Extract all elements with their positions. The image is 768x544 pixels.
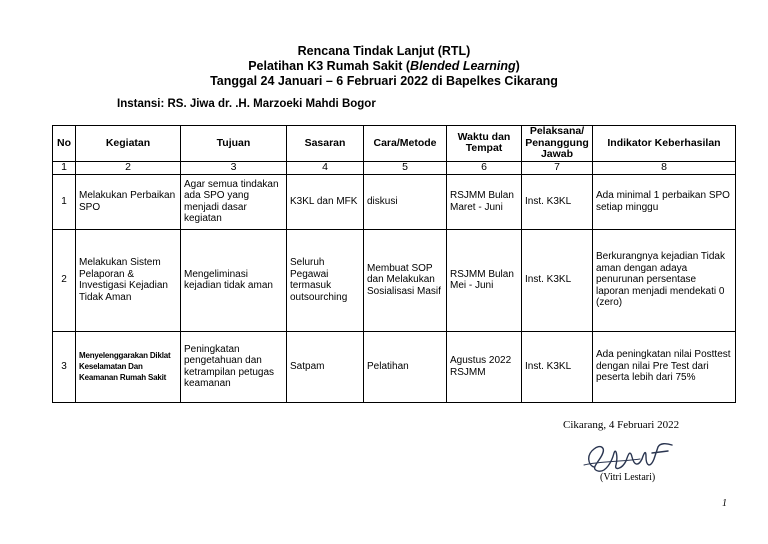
header-cell: Sasaran xyxy=(287,126,364,162)
indikator-cell: Berkurangnya kejadian Tidak aman dengan adaya penurunan persentase laporan menjadi mendekati 0 (zero) xyxy=(593,229,736,331)
kegiatan-cell: Melakukan Sistem Pelaporan & Investigasi Kejadian Tidak Aman xyxy=(76,229,181,331)
pelaksana-cell: Inst. K3KL xyxy=(522,331,593,402)
sasaran-cell: K3KL dan MFK xyxy=(287,174,364,229)
table-row xyxy=(53,331,736,402)
header-cell: Pelaksana/ Penanggung Jawab xyxy=(522,126,593,162)
header-cell: Cara/Metode xyxy=(364,126,447,162)
column-number: 6 xyxy=(447,161,522,174)
pelaksana-cell: Inst. K3KL xyxy=(522,174,593,229)
metode-cell: Membuat SOP dan Melakukan Sosialisasi Masif xyxy=(364,229,447,331)
pelaksana-cell: Inst. K3KL xyxy=(522,229,593,331)
row-number: 2 xyxy=(53,229,76,331)
header-cell: Tujuan xyxy=(181,126,287,162)
document-subtitle xyxy=(0,58,768,74)
table-row xyxy=(53,174,736,229)
column-number: 5 xyxy=(364,161,447,174)
column-number: 4 xyxy=(287,161,364,174)
indikator-cell: Ada minimal 1 perbaikan SPO setiap minggu xyxy=(593,174,736,229)
column-number: 1 xyxy=(53,161,76,174)
waktu-cell: RSJMM Bulan Mei - Juni xyxy=(447,229,522,331)
signer-name: (Vitri Lestari) xyxy=(600,472,656,483)
document-title: Rencana Tindak Lanjut (RTL) xyxy=(297,44,471,58)
table-header-row xyxy=(53,126,736,162)
row-number: 1 xyxy=(53,174,76,229)
kegiatan-cell: Melakukan Perbaikan SPO xyxy=(76,174,181,229)
waktu-cell: RSJMM Bulan Maret - Juni xyxy=(447,174,522,229)
table-row xyxy=(53,229,736,331)
tujuan-cell: Agar semua tindakan ada SPO yang menjadi dasar kegiatan xyxy=(181,174,287,229)
column-number: 8 xyxy=(593,161,736,174)
column-number-row xyxy=(53,161,736,174)
column-number: 2 xyxy=(76,161,181,174)
tujuan-cell: Mengeliminasi kejadian tidak aman xyxy=(181,229,287,331)
column-number: 3 xyxy=(181,161,287,174)
row-number: 3 xyxy=(53,331,76,402)
page-number: 1 xyxy=(722,498,727,509)
column-number: 7 xyxy=(522,161,593,174)
subtitle-prefix: Pelatihan K3 Rumah Sakit ( xyxy=(248,59,411,73)
subtitle-italic: Blended Learning xyxy=(410,59,516,73)
tujuan-cell: Peningkatan pengetahuan dan ketrampilan petugas keamanan xyxy=(181,331,287,402)
indikator-cell: Ada peningkatan nilai Posttest dengan nilai Pre Test dari peserta lebih dari 75% xyxy=(593,331,736,402)
kegiatan-cell: Menyelenggarakan Diklat Keselamatan Dan Keamanan Rumah Sakit xyxy=(76,331,181,402)
sasaran-cell: Satpam xyxy=(287,331,364,402)
waktu-cell: Agustus 2022 RSJMM xyxy=(447,331,522,402)
document-date-line: Tanggal 24 Januari – 6 Februari 2022 di Bapelkes Cikarang xyxy=(210,74,558,88)
metode-cell: Pelatihan xyxy=(364,331,447,402)
instansi-label: Instansi: RS. Jiwa dr. .H. Marzoeki Mahdi Bogor xyxy=(117,98,376,110)
header-cell: No xyxy=(53,126,76,162)
rtl-table xyxy=(52,125,736,403)
header-cell: Indikator Keberhasilan xyxy=(593,126,736,162)
header-cell: Waktu dan Tempat xyxy=(447,126,522,162)
place-date: Cikarang, 4 Februari 2022 xyxy=(563,419,680,431)
subtitle-suffix: ) xyxy=(515,59,520,73)
sasaran-cell: Seluruh Pegawai termasuk outsourching xyxy=(287,229,364,331)
metode-cell: diskusi xyxy=(364,174,447,229)
header-cell: Kegiatan xyxy=(76,126,181,162)
